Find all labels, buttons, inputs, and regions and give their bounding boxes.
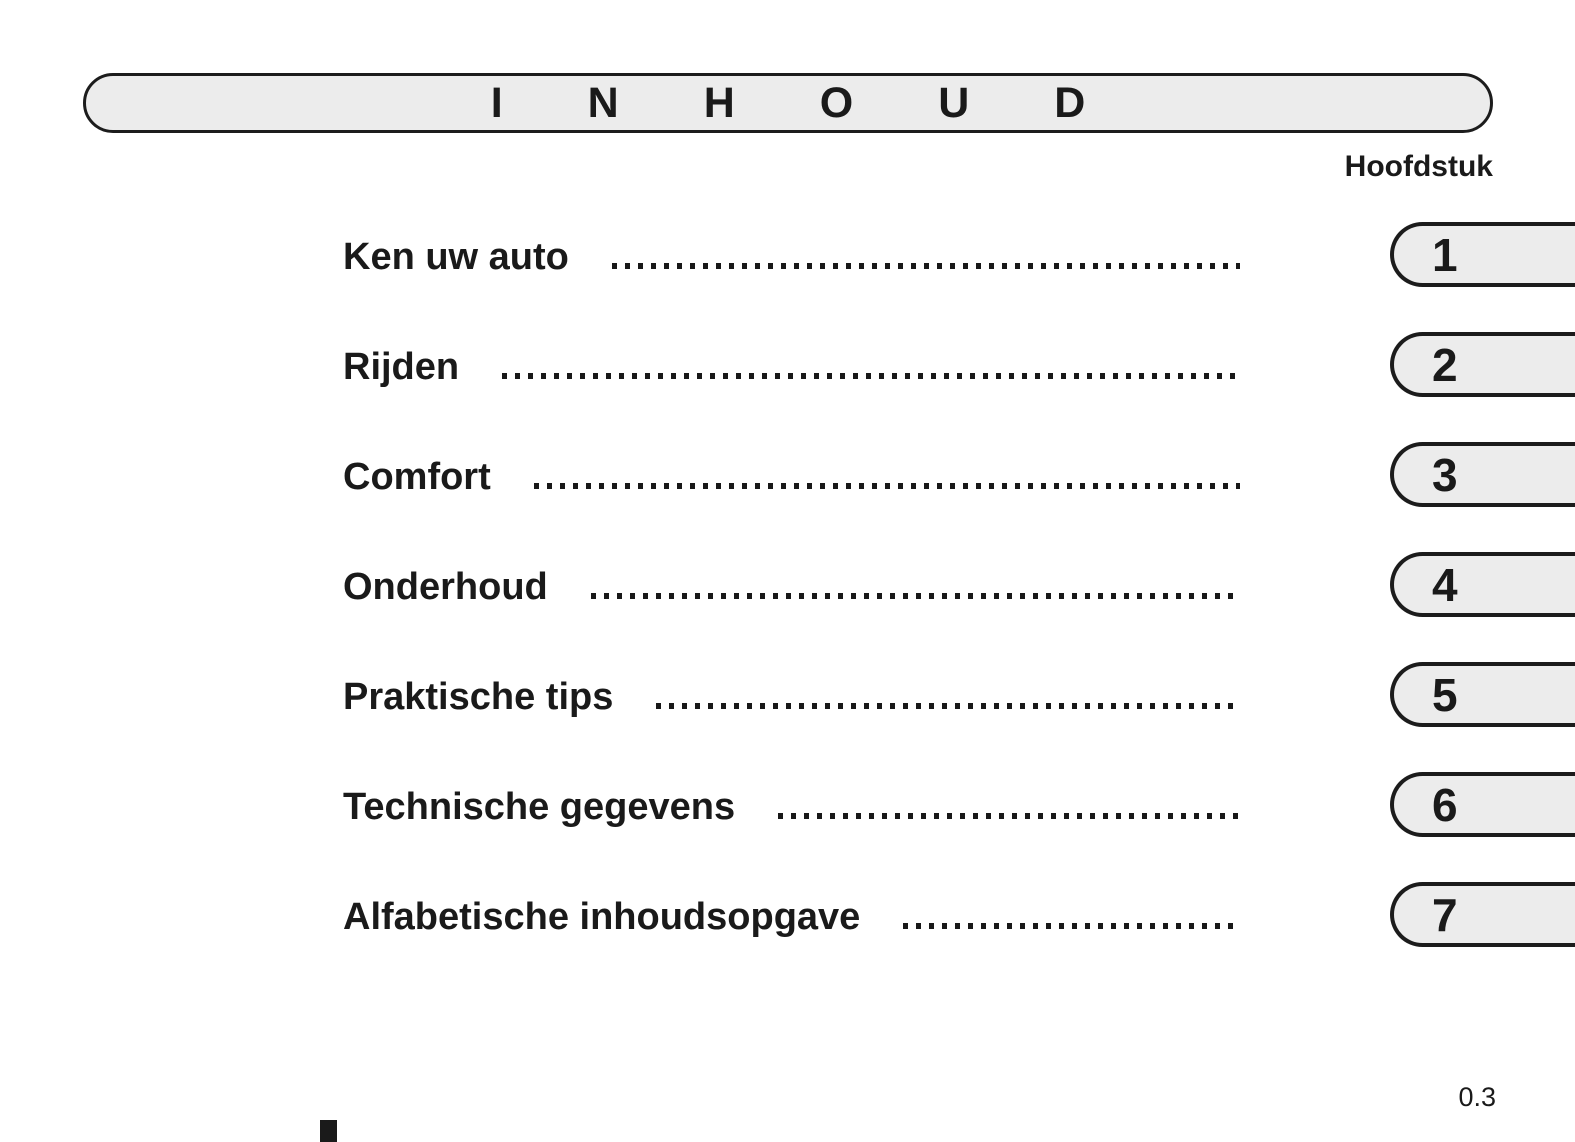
chapter-tab [1390, 552, 1575, 617]
toc-item-label: Alfabetische inhoudsopgave [343, 896, 861, 938]
toc-row [0, 552, 1575, 617]
toc-entry [343, 345, 1240, 389]
chapter-tab [1390, 222, 1575, 287]
toc-entry [343, 565, 1240, 609]
toc-row [0, 772, 1575, 837]
toc-row [0, 662, 1575, 727]
toc-entry [343, 455, 1240, 499]
dot-leader [778, 813, 1240, 819]
toc-item-label: Rijden [343, 346, 460, 388]
dot-leader [612, 263, 1240, 269]
toc-row [0, 882, 1575, 947]
chapter-tab [1390, 662, 1575, 727]
chapter-column-header: Hoofdstuk [1344, 150, 1493, 183]
chapter-tab-number: 1 [1432, 228, 1458, 281]
chapter-tab-number: 3 [1432, 448, 1458, 501]
chapter-tab-number: 6 [1432, 778, 1458, 831]
chapter-tab [1390, 442, 1575, 507]
chapter-tab-number: 2 [1432, 338, 1458, 391]
dot-leader [656, 703, 1240, 709]
dot-leader [903, 923, 1240, 929]
toc-row [0, 442, 1575, 507]
chapter-tab-number: 4 [1432, 558, 1458, 611]
chapter-tab [1390, 772, 1575, 837]
chapter-tab-number: 5 [1432, 668, 1458, 721]
toc-item-label: Onderhoud [343, 566, 548, 608]
dot-leader [534, 483, 1240, 489]
title-bar [83, 73, 1493, 133]
page-title: INHOUD [490, 78, 1171, 127]
toc-item-label: Comfort [343, 456, 491, 498]
toc-entry [343, 235, 1240, 279]
chapter-tab [1390, 332, 1575, 397]
dot-leader [591, 593, 1240, 599]
chapter-tab-number: 7 [1432, 888, 1458, 941]
dot-leader [502, 373, 1240, 379]
toc-item-label: Technische gegevens [343, 786, 736, 828]
toc-item-label: Ken uw auto [343, 236, 569, 278]
toc-entry [343, 675, 1240, 719]
toc-row [0, 332, 1575, 397]
page-number: 0.3 [1458, 1082, 1496, 1112]
toc-item-label: Praktische tips [343, 676, 614, 718]
chapter-tab [1390, 882, 1575, 947]
print-registration-mark [320, 1120, 337, 1142]
toc-row [0, 222, 1575, 287]
toc-entry [343, 785, 1240, 829]
toc-entry [343, 895, 1240, 939]
